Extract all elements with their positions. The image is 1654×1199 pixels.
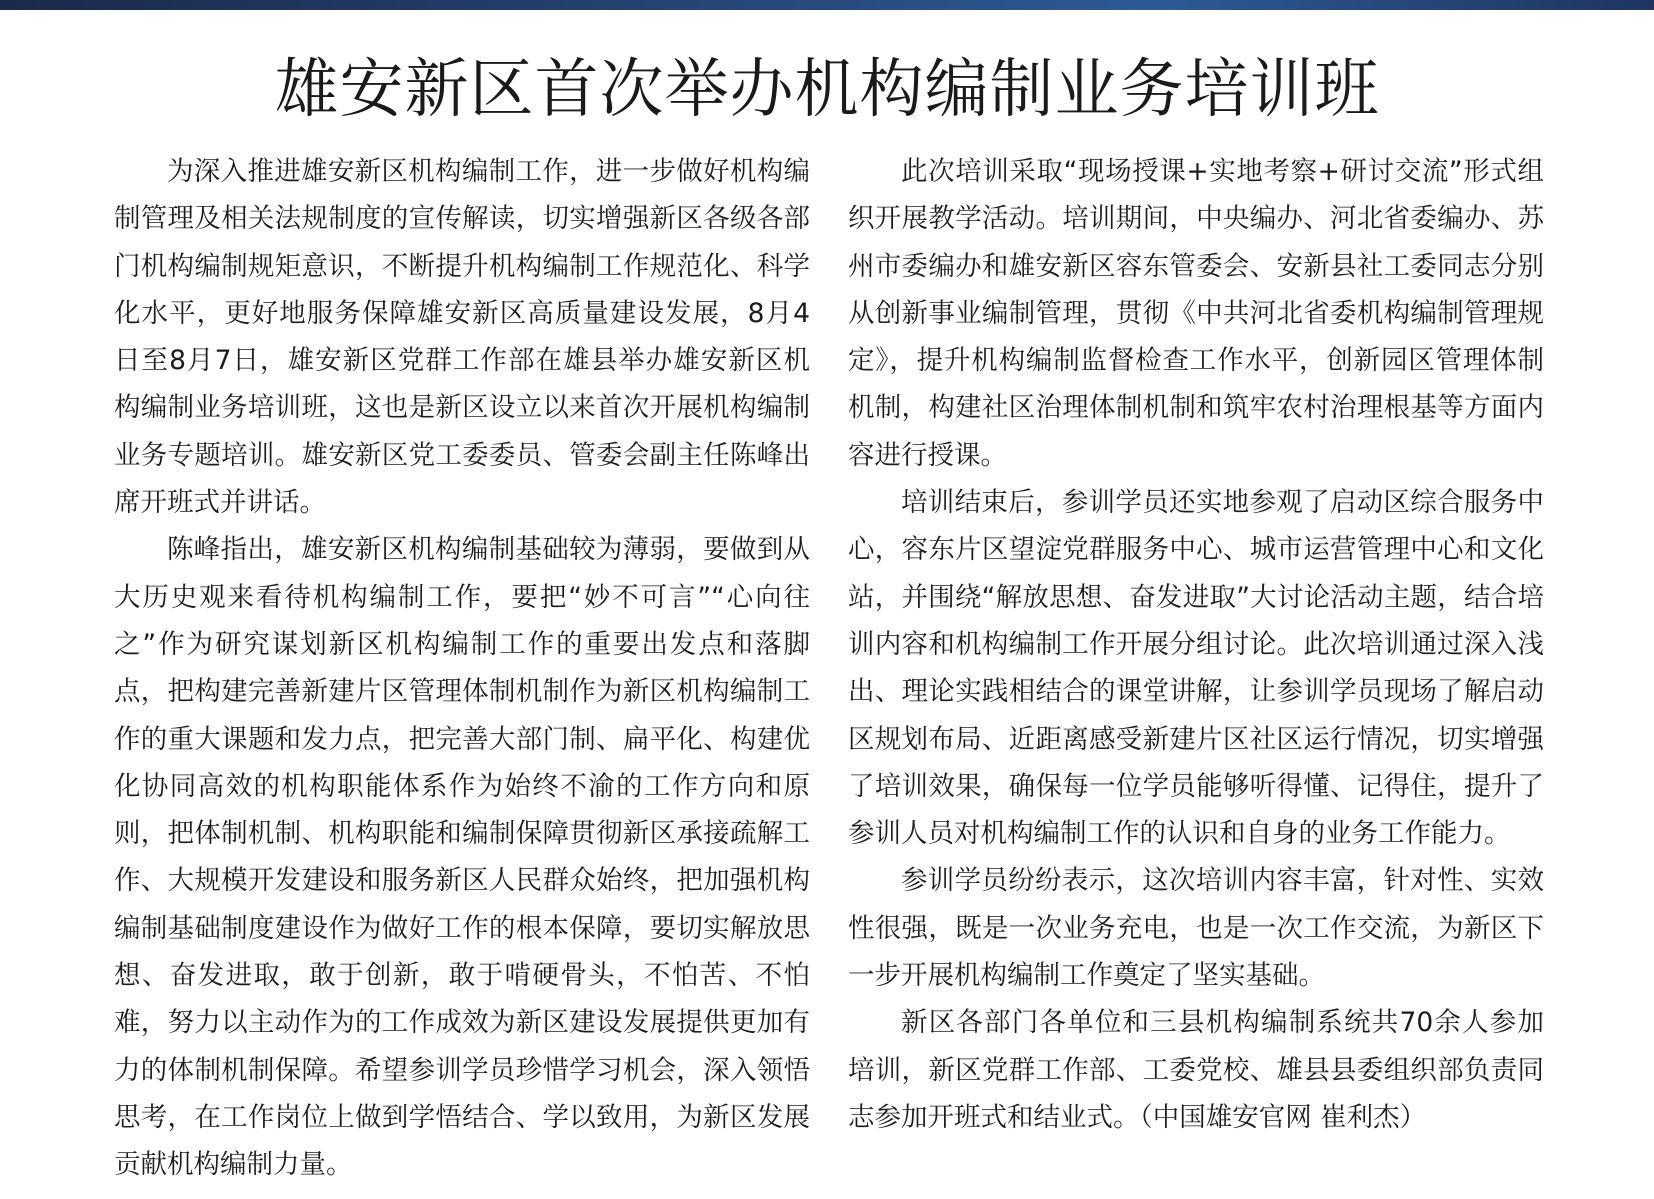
paragraph: 为深入推进雄安新区机构编制工作，进一步做好机构编制管理及相关法规制度的宣传解读，切实增强新区各级各部门机构编制规矩意识，不断提升机构编制工作规范化、科学化水平，更好地服务保障雄安新区高质量建设发展，8月4日至8月7日，雄安新区党群工作部在雄县举办雄安新区机构编制业务培训班，这也是新区设立以来首次开展机构编制业务专题培训。雄安新区党工委委员、管委会副主任陈峰出席开班式并讲话。: [114, 156, 810, 519]
top-decorative-band: [0, 0, 1654, 10]
left-column: [114, 148, 810, 1189]
paragraph: 此次培训采取“现场授课+实地考察+研讨交流”形式组织开展教学活动。培训期间，中央编办、河北省委编办、苏州市委编办和雄安新区容东管委会、安新县社工委同志分别从创新事业编制管理，贯彻《中共河北省委机构编制管理规定》，提升机构编制监督检查工作水平，创新园区管理体制机制，构建社区治理体制机制和筑牢农村治理根基等方面内容进行授课。: [848, 156, 1544, 471]
paragraph: 陈峰指出，雄安新区机构编制基础较为薄弱，要做到从大历史观来看待机构编制工作，要把“妙不可言”“心向往之”作为研究谋划新区机构编制工作的重要出发点和落脚点，把构建完善新建片区管理体制机制作为新区机构编制工作的重大课题和发力点，把完善大部门制、扁平化、构建优化协同高效的机构职能体系作为始终不渝的工作方向和原则，把体制机制、机构职能和编制保障贯彻新区承接疏解工作、大规模开发建设和服务新区人民群众始终，把加强机构编制基础制度建设作为做好工作的根本保障，要切实解放思想、奋发进取，敢于创新，敢于啃硬骨头，不怕苦、不怕难，努力以主动作为的工作成效为新区建设发展提供更加有力的体制机制保障。希望参训学员珍惜学习机会，深入领悟思考，在工作岗位上做到学悟结合、学以致用，为新区发展贡献机构编制力量。: [114, 534, 810, 1181]
right-column: [848, 148, 1544, 1141]
article-title: 雄安新区首次举办机构编制业务培训班: [274, 53, 1380, 127]
paragraph: 参训学员纷纷表示，这次培训内容丰富，针对性、实效性很强，既是一次业务充电，也是一次工作交流，为新区下一步开展机构编制工作奠定了坚实基础。: [848, 865, 1544, 992]
paragraph: 新区各部门各单位和三县机构编制系统共70余人参加培训，新区党群工作部、工委党校、雄县县委组织部负责同志参加开班式和结业式。（中国雄安官网 崔利杰）: [848, 1007, 1544, 1133]
paragraph: 培训结束后，参训学员还实地参观了启动区综合服务中心，容东片区望淀党群服务中心、城市运营管理中心和文化站，并围绕“解放思想、奋发进取”大讨论活动主题，结合培训内容和机构编制工作开展分组讨论。此次培训通过深入浅出、理论实践相结合的课堂讲解，让参训学员现场了解启动区规划布局、近距离感受新建片区社区运行情况，切实增强了培训效果，确保每一位学员能够听得懂、记得住，提升了参训人员对机构编制工作的认识和自身的业务工作能力。: [848, 487, 1544, 850]
